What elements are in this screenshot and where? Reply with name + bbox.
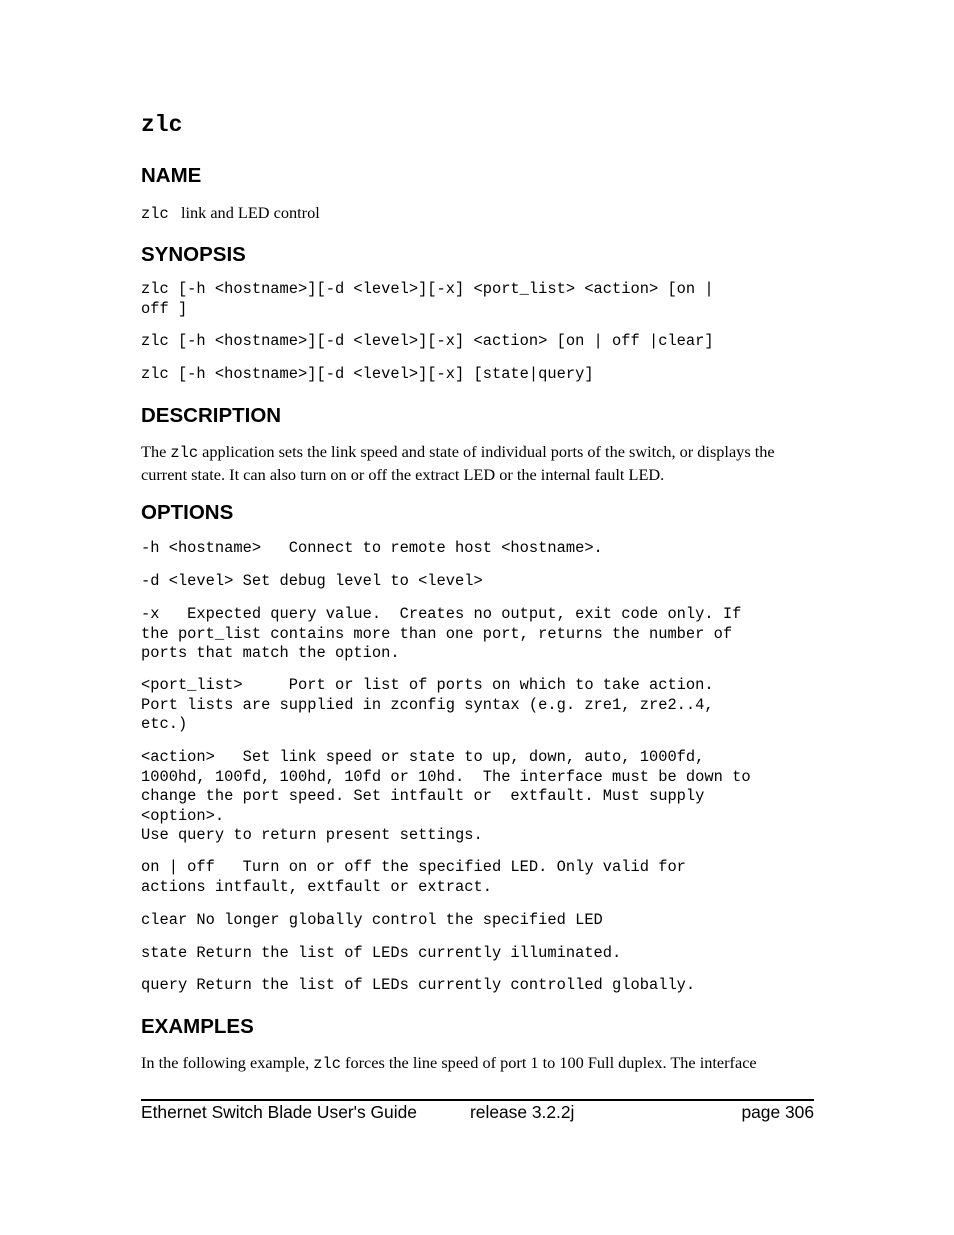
footer-page-number: page 306 [741, 1102, 814, 1122]
name-command: zlc [141, 205, 169, 223]
description-paragraph: The zlc application sets the link speed and state of individual ports of the switch, or displays the current state. It can also turn on or off the extract LED or the internal fault LED. [141, 442, 775, 484]
page-title: zlc [141, 112, 183, 138]
section-heading-synopsis: SYNOPSIS [141, 243, 246, 266]
option-item: <port_list> Port or list of ports on which to take action. Port lists are supplied in zconfig syntax (e.g. zre1, zre2..4, etc.) [141, 676, 714, 733]
option-item: -h <hostname> Connect to remote host <hostname>. [141, 539, 603, 557]
section-heading-examples: EXAMPLES [141, 1015, 254, 1038]
section-heading-options: OPTIONS [141, 501, 234, 524]
synopsis-line: zlc [-h <hostname>][-d <level>][-x] <port_list> <action> [on | off ] [141, 280, 714, 318]
option-item: -d <level> Set debug level to <level> [141, 572, 483, 590]
inline-command: zlc [313, 1055, 341, 1073]
synopsis-line: zlc [-h <hostname>][-d <level>][-x] [state|query] [141, 365, 594, 383]
section-heading-name: NAME [141, 164, 202, 187]
option-item: clear No longer globally control the specified LED [141, 911, 603, 929]
inline-command: zlc [170, 444, 199, 462]
name-text: link and LED control [180, 203, 320, 222]
synopsis-line: zlc [-h <hostname>][-d <level>][-x] <action> [on | off |clear] [141, 332, 714, 350]
option-item: -x Expected query value. Creates no output, exit code only. If the port_list contains more than one port, returns the number of ports that match the option. [141, 605, 742, 662]
section-heading-description: DESCRIPTION [141, 404, 282, 427]
option-item: state Return the list of LEDs currently illuminated. [141, 944, 622, 962]
footer-guide-title: Ethernet Switch Blade User's Guide [141, 1102, 417, 1122]
footer-release: release 3.2.2j [470, 1102, 575, 1122]
option-item: on | off Turn on or off the specified LED. Only valid for actions intfault, extfault or extract. [141, 858, 686, 896]
option-item: <action> Set link speed or state to up, down, auto, 1000fd, 1000hd, 100fd, 100hd, 10fd or 10hd. The interface must be down to change the port speed. Set intfault or extfault. Must supply <option>. Use query to return present settings. [141, 748, 751, 844]
examples-paragraph: In the following example, zlc forces the line speed of port 1 to 100 Full duplex. The interface [141, 1053, 757, 1073]
option-item: query Return the list of LEDs currently controlled globally. [141, 976, 696, 994]
name-line [141, 202, 814, 225]
